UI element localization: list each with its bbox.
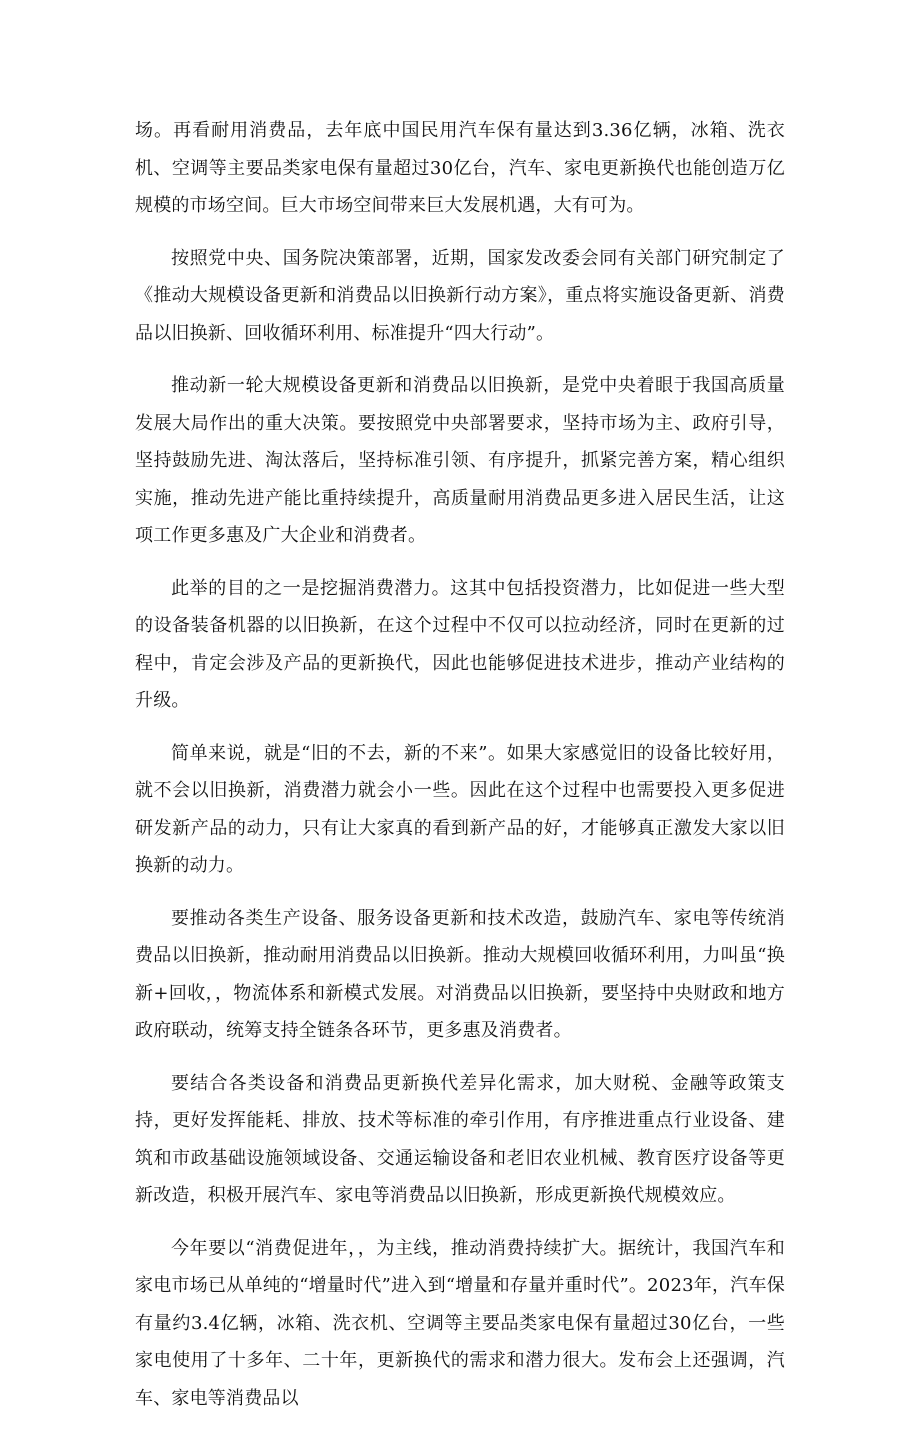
paragraph-3: 推动新一轮大规模设备更新和消费品以旧换新，是党中央着眼于我国高质量发展大局作出的重大决策。要按照党中央部署要求，坚持市场为主、政府引导，坚持鼓励先进、淘汰落后，坚持标准引领、有序提升，抓紧完善方案，精心组织实施，推动先进产能比重持续提升，高质量耐用消费品更多进入居民生活，让这项工作更多惠及广大企业和消费者。 — [135, 375, 785, 546]
paragraph-8: 今年要以“消费促进年，，为主线，推动消费持续扩大。据统计，我国汽车和家电市场已从单纯的“增量时代”进入到“增量和存量并重时代”。2023年，汽车保有量约3.4亿辆，冰箱、洗衣机、空调等主要品类家电保有量超过30亿台，一些家电使用了十多年、二十年，更新换代的需求和潜力很大。发布会上还强调，汽车、家电等消费品以 — [135, 1237, 785, 1409]
paragraph-1: 场。再看耐用消费品，去年底中国民用汽车保有量达到3.36亿辆，冰箱、洗衣机、空调等主要品类家电保有量超过30亿台，汽车、家电更新换代也能创造万亿规模的市场空间。巨大市场空间带来巨大发展机遇，大有可为。 — [135, 120, 785, 216]
paragraph-5: 简单来说，就是“旧的不去，新的不来”。如果大家感觉旧的设备比较好用，就不会以旧换新，消费潜力就会小一些。因此在这个过程中也需要投入更多促进研发新产品的动力，只有让大家真的看到新产品的好，才能够真正激发大家以旧换新的动力。 — [135, 742, 785, 876]
document-body — [135, 112, 785, 1432]
paragraph-2: 按照党中央、国务院决策部署，近期，国家发改委会同有关部门研究制定了《推动大规模设备更新和消费品以旧换新行动方案》，重点将实施设备更新、消费品以旧换新、回收循环利用、标准提升“四大行动”。 — [135, 247, 785, 344]
paragraph-6: 要推动各类生产设备、服务设备更新和技术改造，鼓励汽车、家电等传统消费品以旧换新，推动耐用消费品以旧换新。推动大规模回收循环利用，力叫虽“换新+回收，，物流体系和新模式发展。对消费品以旧换新，要坚持中央财政和地方政府联动，统筹支持全链条各环节，更多惠及消费者。 — [135, 907, 785, 1041]
paragraph-4: 此举的目的之一是挖掘消费潜力。这其中包括投资潜力，比如促进一些大型的设备装备机器的以旧换新，在这个过程中不仅可以拉动经济，同时在更新的过程中，肯定会涉及产品的更新换代，因此也能够促进技术进步，推动产业结构的升级。 — [135, 577, 785, 711]
paragraph-7: 要结合各类设备和消费品更新换代差异化需求，加大财税、金融等政策支持，更好发挥能耗、排放、技术等标准的牵引作用，有序推进重点行业设备、建筑和市政基础设施领域设备、交通运输设备和老旧农业机械、教育医疗设备等更新改造，积极开展汽车、家电等消费品以旧换新，形成更新换代规模效应。 — [135, 1072, 785, 1206]
